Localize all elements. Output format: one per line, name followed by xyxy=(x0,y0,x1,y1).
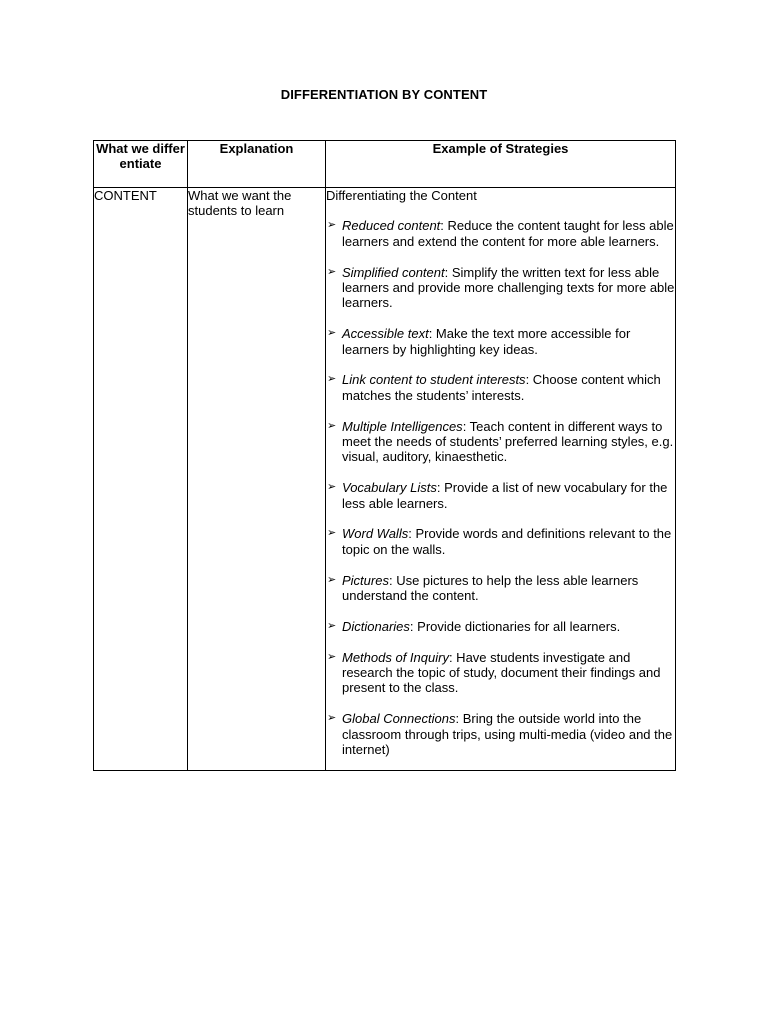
arrow-bullet-icon: ➢ xyxy=(327,219,337,232)
strategy-description: : Provide dictionaries for all learners. xyxy=(409,618,621,634)
strategy-name: Methods of Inquiry xyxy=(342,649,449,665)
differentiation-table xyxy=(93,140,676,771)
strategy-name: Dictionaries xyxy=(342,618,410,634)
strategy-name: Link content to student interests xyxy=(342,372,526,388)
table-row xyxy=(94,188,676,771)
header-example-of-strategies: Example of Strategies xyxy=(326,141,676,188)
cell-what: CONTENT xyxy=(94,188,188,771)
page-title: DIFFERENTIATION BY CONTENT xyxy=(280,87,488,102)
table-header-row xyxy=(94,141,676,188)
list-item xyxy=(326,573,675,604)
list-item xyxy=(326,526,675,557)
strategy-description: : Reduce the content taught for less able learners and extend the content for more able learners. xyxy=(342,218,674,249)
strategy-name: Vocabulary Lists xyxy=(342,480,437,496)
strategy-description: : Use pictures to help the less able learners understand the content. xyxy=(342,572,639,604)
arrow-bullet-icon: ➢ xyxy=(327,373,337,386)
list-item xyxy=(326,480,675,511)
strategy-description: : Provide words and definitions relevant to the topic on the walls. xyxy=(342,526,672,557)
list-item xyxy=(326,372,675,403)
strategy-name: Word Walls xyxy=(342,526,409,542)
cell-strategies xyxy=(326,188,676,771)
list-item xyxy=(326,419,675,465)
strategy-description: : Have students investigate and research the topic of study, document their findings and present to the class. xyxy=(342,649,661,696)
strategy-name: Multiple Intelligences xyxy=(342,418,463,434)
strategies-intro: Differentiating the Content xyxy=(326,188,477,203)
strategy-name: Accessible text xyxy=(342,326,429,342)
arrow-bullet-icon: ➢ xyxy=(327,481,337,494)
list-item xyxy=(326,650,675,696)
strategy-name: Reduced content xyxy=(342,218,441,234)
strategy-description: : Provide a list of new vocabulary for the less able learners. xyxy=(342,480,668,511)
cell-explanation: What we want the students to learn xyxy=(188,188,326,771)
arrow-bullet-icon: ➢ xyxy=(327,573,337,586)
arrow-bullet-icon: ➢ xyxy=(327,650,337,663)
strategy-name: Global Connections xyxy=(342,711,456,727)
strategy-description: : Simplify the written text for less able learners and provide more challenging texts for more able learners. xyxy=(342,264,675,311)
header-what-we-differentiate: What we differentiate xyxy=(94,141,188,188)
strategy-description: : Choose content which matches the students’ interests. xyxy=(342,372,661,403)
arrow-bullet-icon: ➢ xyxy=(327,327,337,340)
header-explanation: Explanation xyxy=(188,141,326,188)
strategy-list xyxy=(326,218,675,757)
strategy-description: : Teach content in different ways to meet the needs of students’ preferred learning styles, e.g. visual, auditory, kinaesthetic. xyxy=(342,418,674,465)
list-item xyxy=(326,711,675,757)
strategy-description: : Bring the outside world into the classroom through trips, using multi-media (video and the internet) xyxy=(342,711,673,758)
strategy-name: Pictures xyxy=(342,572,389,588)
list-item xyxy=(326,326,675,357)
arrow-bullet-icon: ➢ xyxy=(327,265,337,278)
strategy-description: : Make the text more accessible for learners by highlighting key ideas. xyxy=(342,326,631,357)
list-item xyxy=(326,619,675,634)
arrow-bullet-icon: ➢ xyxy=(327,419,337,432)
list-item xyxy=(326,218,675,249)
arrow-bullet-icon: ➢ xyxy=(327,527,337,540)
list-item xyxy=(326,265,675,311)
strategy-name: Simplified content xyxy=(342,264,445,280)
arrow-bullet-icon: ➢ xyxy=(327,619,337,632)
arrow-bullet-icon: ➢ xyxy=(327,712,337,725)
